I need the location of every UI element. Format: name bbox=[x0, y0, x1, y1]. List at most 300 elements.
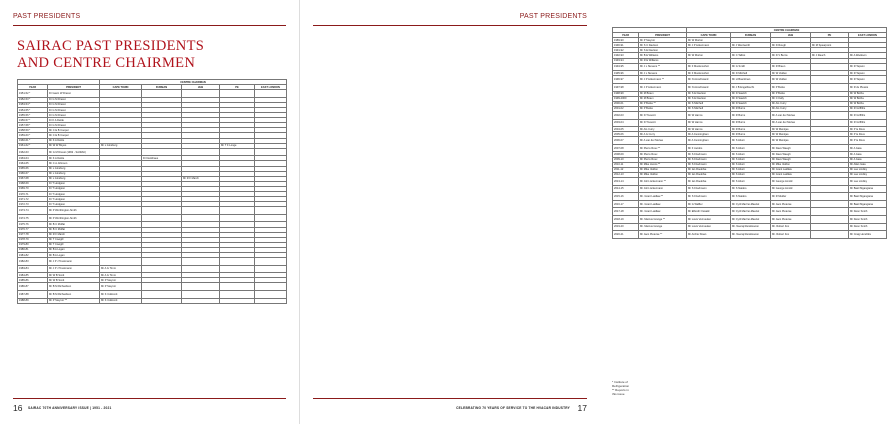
table-row bbox=[18, 283, 287, 291]
title-line-1: SAIRAC PAST PRESIDENTS bbox=[17, 38, 205, 54]
cell-president: Mr B M Richardson bbox=[48, 283, 100, 291]
cell-cape-town bbox=[100, 90, 142, 98]
cell-year: 1997-98 bbox=[613, 83, 639, 91]
cell-president: Mr W B Scott bbox=[48, 273, 100, 278]
cell-durban: Mr S Aburn bbox=[731, 157, 771, 162]
cell-east-london: Mr P le Roux bbox=[849, 127, 887, 132]
cell-jhb bbox=[182, 283, 220, 291]
cell-president: Mr K A Dettle bbox=[48, 138, 100, 143]
cell-president: Mr John Ackermann ** bbox=[639, 177, 687, 185]
cell-east-london: Mr Lee Lindley bbox=[849, 177, 887, 185]
cell-cape-town bbox=[100, 258, 142, 266]
cell-president: Mr J P J Toustmann bbox=[48, 258, 100, 266]
cell-year: 1968-69 bbox=[18, 181, 48, 186]
footnote-institute: * Institute of Refrigeration bbox=[612, 380, 630, 388]
cell-year: 1999-2000 bbox=[613, 96, 639, 101]
cell-jhb: Mr A van der Merwe bbox=[771, 111, 811, 119]
cell-year: 1982-83 bbox=[18, 258, 48, 266]
cell-jhb: Mr R Braun bbox=[771, 63, 811, 71]
cell-durban: Mr S Aburn bbox=[731, 152, 771, 157]
footer-text: CELEBRATING 70 YEARS OF SERVICE TO THE HVAC&R INDUSTRY bbox=[456, 406, 570, 410]
cell-east-london bbox=[255, 90, 287, 98]
cell-durban: Mr R Burns bbox=[731, 127, 771, 132]
cell-jhb: Mr C Kelly bbox=[771, 96, 811, 101]
cell-pe bbox=[811, 185, 849, 193]
cell-president: Dr G M Dresst bbox=[48, 107, 100, 112]
cell-durban bbox=[142, 265, 182, 273]
col-year: YEAR bbox=[18, 85, 48, 90]
cell-president: Dr G M Dresst bbox=[48, 113, 100, 118]
cell-president: Mr B C Moffat bbox=[48, 222, 100, 227]
cell-president: Mr B A Logan bbox=[48, 253, 100, 258]
cell-durban: Mr H Boardman bbox=[731, 76, 771, 84]
header-rule bbox=[313, 25, 587, 26]
cell-president: Mr D Truscott bbox=[639, 119, 687, 127]
cell-year: 2009-10 bbox=[613, 157, 639, 162]
cell-year: 1985-86 bbox=[18, 278, 48, 283]
table-row bbox=[18, 291, 287, 299]
cell-president: Mr Jaco Pieterse ** bbox=[639, 231, 687, 239]
cell-durban: Mr S Naidoo bbox=[731, 193, 771, 201]
cell-president: Mr Mike Veldon bbox=[639, 172, 687, 177]
cell-year: 1981-82 bbox=[18, 253, 48, 258]
cell-year: 1992-93 bbox=[613, 53, 639, 58]
cell-president: Mr P Burke ** bbox=[639, 101, 687, 106]
cell-durban: Mr D Sawich bbox=[731, 96, 771, 101]
cell-president: Mr R E Williams bbox=[639, 58, 687, 63]
cell-year: 2001-02 bbox=[613, 106, 639, 111]
table-row bbox=[613, 83, 887, 91]
cell-cape-town: Mr A Cunningham bbox=[687, 137, 731, 145]
cell-jhb bbox=[182, 90, 220, 98]
page-title bbox=[17, 38, 204, 72]
table-row bbox=[613, 215, 887, 223]
cell-president: Dr G M Dresst bbox=[48, 123, 100, 128]
cell-pe bbox=[811, 231, 849, 239]
cell-jhb bbox=[182, 214, 220, 222]
cell-president: Mr. Marcus Grange ** bbox=[639, 215, 687, 223]
cell-durban: Mr Cyril Mazzei-Mauriel bbox=[731, 208, 771, 216]
left-page bbox=[0, 0, 300, 424]
cell-president: Mr L Ginsburg bbox=[48, 176, 100, 181]
cell-pe bbox=[811, 76, 849, 84]
cell-durban: Mr R Burns bbox=[731, 111, 771, 119]
cell-year: 2003-04 bbox=[613, 119, 639, 127]
cell-cape-town: Mr S E Davison bbox=[687, 96, 731, 101]
cell-cape-town: Mr S Friedmann bbox=[687, 193, 731, 201]
cell-jhb: Mr W Meintjes bbox=[771, 127, 811, 132]
cell-jhb: Mr George Amold bbox=[771, 185, 811, 193]
section-header: PAST PRESIDENTS bbox=[13, 13, 81, 20]
cell-cape-town: Mr S Friedmann bbox=[687, 152, 731, 157]
cell-east-london: Mr A Gaia bbox=[849, 144, 887, 152]
cell-president: Mr M Braun bbox=[639, 91, 687, 96]
table-row bbox=[613, 76, 887, 84]
cell-durban bbox=[142, 291, 182, 299]
cell-durban: Mr S Aburn bbox=[731, 137, 771, 145]
cell-cape-town: Mr W Harms bbox=[687, 111, 731, 119]
cell-east-london: Mr W Botha bbox=[849, 91, 887, 96]
cell-president: Mr B C Moffat bbox=[48, 227, 100, 232]
cell-cape-town: Mr F Moolenschot bbox=[687, 71, 731, 76]
cell-cape-town: Mr L Ginsburg bbox=[100, 143, 142, 148]
cell-cape-town: Mr G Waffler bbox=[687, 200, 731, 208]
cell-pe bbox=[811, 177, 849, 185]
cell-pe: Mr T F Longe bbox=[220, 143, 255, 148]
cell-east-london: Mr Basil Mgangiana bbox=[849, 185, 887, 193]
cell-pe bbox=[811, 137, 849, 145]
cell-president: Mr G M Dresst (1962 - SAIRAC) bbox=[48, 148, 100, 156]
cell-president: Dr T Hodgson bbox=[48, 197, 100, 202]
cell-durban: Mr R Burns bbox=[731, 132, 771, 137]
table-body-left bbox=[18, 90, 287, 304]
cell-year: 1989-90 bbox=[613, 38, 639, 43]
cell-year: 1971-72 bbox=[18, 197, 48, 202]
cell-year: 2018-19 bbox=[613, 215, 639, 223]
cell-year: 1986-87 bbox=[18, 283, 48, 291]
cell-year: 2020-21 bbox=[613, 231, 639, 239]
cell-year: 1963-64 bbox=[18, 156, 48, 161]
cell-pe bbox=[220, 265, 255, 273]
cell-president: Mr R F Marsh bbox=[48, 232, 100, 237]
cell-president: Mr John Ackermann bbox=[639, 185, 687, 193]
cell-pe bbox=[811, 223, 849, 231]
cell-durban: Mr S Aburn bbox=[731, 172, 771, 177]
table-row bbox=[18, 265, 287, 273]
cell-president: Mr L Ginsburg bbox=[48, 166, 100, 171]
cell-year: 2017-18 bbox=[613, 208, 639, 216]
cell-president: Mr J P J Toustmann bbox=[48, 265, 100, 273]
footnote-reports: ** Reports in this issue bbox=[612, 388, 629, 396]
cell-durban: Dr Denkhaus bbox=[142, 156, 182, 161]
cell-durban bbox=[142, 90, 182, 98]
cell-president: Mr C A Johnson bbox=[48, 161, 100, 166]
cell-jhb: Mr Dave Waugh bbox=[771, 152, 811, 157]
cell-east-london bbox=[255, 298, 287, 303]
cell-east-london: Mr R du Plessis bbox=[849, 83, 887, 91]
cell-year: 1956-57 * bbox=[18, 118, 48, 123]
cell-jhb: Mr R F March bbox=[182, 176, 220, 181]
cell-east-london: Mr R Griffiths bbox=[849, 106, 887, 111]
cell-durban bbox=[142, 298, 182, 303]
cell-president: Mr W W Boyes bbox=[48, 143, 100, 148]
cell-east-london: Mr A Gaia bbox=[849, 157, 887, 162]
cell-east-london bbox=[255, 258, 287, 266]
cell-cape-town: Mr S Friedmann bbox=[687, 157, 731, 162]
cell-year: 2010-11 bbox=[613, 162, 639, 167]
cell-east-london: Mr A Gaia bbox=[849, 152, 887, 157]
cell-pe bbox=[220, 207, 255, 215]
cell-pe bbox=[811, 215, 849, 223]
table-row bbox=[613, 137, 887, 145]
cell-president: Dr T Hodgson bbox=[48, 181, 100, 186]
cell-jhb: Mr W Meintjes bbox=[771, 137, 811, 145]
cell-president: Mr Pierre Roux bbox=[639, 152, 687, 157]
cell-pe bbox=[811, 144, 849, 152]
cell-jhb: Mr D Rough bbox=[771, 43, 811, 48]
cell-durban bbox=[142, 283, 182, 291]
cell-year: 1987-88 bbox=[18, 291, 48, 299]
title-line-2: AND CENTRE CHAIRMEN bbox=[17, 55, 196, 71]
table-row bbox=[613, 144, 887, 152]
cell-president: Mr AG Curry bbox=[639, 127, 687, 132]
cell-year: 2013-14 bbox=[613, 177, 639, 185]
cell-cape-town: Mr P Steynor bbox=[100, 278, 142, 283]
cell-east-london: Mr Deon Smith bbox=[849, 223, 887, 231]
cell-jhb bbox=[182, 148, 220, 156]
cell-year: 1995-96 bbox=[613, 71, 639, 76]
cell-jhb: Mr Grant Laidlaw bbox=[771, 172, 811, 177]
cell-durban: Mr G Smith bbox=[731, 63, 771, 71]
cell-east-london: Mr R Tapson bbox=[849, 76, 887, 84]
cell-durban bbox=[142, 214, 182, 222]
col-cape-town: CAPE TOWN bbox=[100, 85, 142, 90]
cell-year: 2014-15 bbox=[613, 185, 639, 193]
cell-jhb bbox=[182, 207, 220, 215]
cell-durban: Mr J Wentworth bbox=[731, 43, 771, 48]
cell-president: Mr J L Stevens bbox=[639, 71, 687, 76]
cell-year: 1962-63 bbox=[18, 148, 48, 156]
cell-year: 2004-05 bbox=[613, 127, 639, 132]
cell-president: Mr P Steynor ** bbox=[48, 298, 100, 303]
cell-cape-town: Mr K Collocott bbox=[100, 291, 142, 299]
table-row bbox=[18, 214, 287, 222]
table-row bbox=[613, 119, 887, 127]
cell-president: Dr T Hodgson bbox=[48, 191, 100, 196]
cell-pe bbox=[811, 193, 849, 201]
cell-east-london: Mr Lee Lindley bbox=[849, 172, 887, 177]
cell-president: Mr B E Williams bbox=[639, 53, 687, 58]
footer-text: SAIRAC 70TH ANNIVERSARY ISSUE | 1951 - 2021 bbox=[28, 406, 112, 410]
cell-year: 2000-01 bbox=[613, 101, 639, 106]
cell-cape-town: Mr S Friedmann bbox=[687, 162, 731, 167]
cell-jhb: Mr Jaco Pieterse bbox=[771, 208, 811, 216]
cell-president: Mr K A Dettle bbox=[48, 156, 100, 161]
cell-east-london: Mr W Botha bbox=[849, 96, 887, 101]
cell-year: 1969-70 bbox=[18, 186, 48, 191]
cell-president: Mr. Marcus Grange bbox=[639, 223, 687, 231]
cell-jhb: Mr P Burke bbox=[771, 91, 811, 96]
cell-year: 2008-09 bbox=[613, 152, 639, 157]
cell-year: 1951-52 * bbox=[18, 90, 48, 98]
cell-president: Dr T Hodgson bbox=[48, 202, 100, 207]
cell-year: 1974-75 bbox=[18, 214, 48, 222]
cell-president: Mr. Grant Laidlaw bbox=[639, 208, 687, 216]
cell-east-london: Mr Deon Smith bbox=[849, 208, 887, 216]
table-row bbox=[613, 63, 887, 71]
cell-east-london: Mr R Griffiths bbox=[849, 119, 887, 127]
cell-jhb bbox=[182, 298, 220, 303]
cell-east-london: Mr Craig Hendriks bbox=[849, 231, 887, 239]
cell-cape-town: Mr F Moolenschot bbox=[687, 63, 731, 71]
cell-year: 2015-16 bbox=[613, 193, 639, 201]
cell-year: 1972-73 bbox=[18, 202, 48, 207]
cell-durban: Mr C Talbot bbox=[731, 53, 771, 58]
cell-pe bbox=[220, 90, 255, 98]
footer-rule bbox=[13, 398, 286, 399]
cell-president: Mr W B Scott bbox=[48, 278, 100, 283]
cell-durban: Mr S Aburn bbox=[731, 162, 771, 167]
cell-cape-town: Mr A Cunningham bbox=[687, 132, 731, 137]
cell-year: 1958-59 * bbox=[18, 128, 48, 133]
section-header: PAST PRESIDENTS bbox=[519, 13, 587, 20]
cell-year: 1979-80 bbox=[18, 242, 48, 247]
cell-jhb: Mr R Mulder bbox=[771, 193, 811, 201]
cell-president: Mr J L Stevens ** bbox=[639, 63, 687, 71]
cell-president: Mr Pierre Roux ** bbox=[639, 144, 687, 152]
cell-year: 1961-62 * bbox=[18, 143, 48, 148]
cell-cape-town: Mr S Mitchell bbox=[687, 101, 731, 106]
cell-year: 1976-77 bbox=[18, 227, 48, 232]
cell-durban bbox=[142, 258, 182, 266]
col-jhb: JHB bbox=[771, 33, 811, 38]
table-row bbox=[613, 208, 887, 216]
col-pe: PE bbox=[811, 33, 849, 38]
footer-rule bbox=[313, 398, 587, 399]
cell-jhb: Mr George Amold bbox=[771, 177, 811, 185]
cell-year: 2016-17 bbox=[613, 200, 639, 208]
cell-president: Mr J P Ackermann bbox=[639, 83, 687, 91]
cell-cape-town: Mr W Harms bbox=[687, 119, 731, 127]
cell-jhb: Mr Dave Waugh bbox=[771, 157, 811, 162]
col-president: PRESIDENT bbox=[48, 85, 100, 90]
cell-year: 2019-20 bbox=[613, 223, 639, 231]
cell-pe bbox=[811, 119, 849, 127]
right-page bbox=[300, 0, 877, 424]
cell-durban: Mr Cyril Mazzei-Mauriel bbox=[731, 215, 771, 223]
table-row bbox=[613, 193, 887, 201]
cell-year: 1965-66 bbox=[18, 166, 48, 171]
cell-year: 1952-53 * bbox=[18, 97, 48, 102]
cell-year: 1975-76 bbox=[18, 222, 48, 227]
cell-president: Mr. Grant Laidlaw bbox=[639, 200, 687, 208]
cell-cape-town: Mr P Steynor bbox=[100, 283, 142, 291]
cell-year: 1994-95 bbox=[613, 63, 639, 71]
table-body-right bbox=[613, 38, 887, 239]
cell-east-london: Mr Allan Gaia bbox=[849, 162, 887, 167]
cell-president: Mr C E B Cooper bbox=[48, 128, 100, 133]
col-east-london: EAST LONDON bbox=[849, 33, 887, 38]
table-row bbox=[18, 207, 287, 215]
cell-year: 2007-08 bbox=[613, 144, 639, 152]
cell-jhb bbox=[182, 265, 220, 273]
cell-president: Mr. Grant Laidlaw ** bbox=[639, 193, 687, 201]
cell-jhb: Mr Jaco Pieterse bbox=[771, 215, 811, 223]
cell-president: Mr S C Davison bbox=[639, 43, 687, 48]
cell-jhb: Mr. Robert Fox bbox=[771, 223, 811, 231]
cell-durban: Mr S Aburn bbox=[731, 177, 771, 185]
col-cape-town: CAPE TOWN bbox=[687, 33, 731, 38]
cell-president: Mr S E Davison bbox=[639, 48, 687, 53]
cell-year: 1957-58 * bbox=[18, 123, 48, 128]
cell-jhb: Mr W Velden bbox=[771, 76, 811, 84]
cell-pe: Mr J Rauch bbox=[811, 53, 849, 58]
cell-pe bbox=[220, 283, 255, 291]
cell-president: Mr C E B Cooper bbox=[48, 133, 100, 138]
cell-year: 1959-60 * bbox=[18, 133, 48, 138]
cell-jhb: Mr W Velden bbox=[771, 71, 811, 76]
cell-president: Mr P Steynor bbox=[639, 38, 687, 43]
cell-pe bbox=[811, 111, 849, 119]
cell-durban: Mr J B Engelbrecht bbox=[731, 83, 771, 91]
cell-jhb: Mr Mike Veldon bbox=[771, 162, 811, 167]
centre-chairman-header: CENTRE CHAIRMAN bbox=[687, 28, 887, 33]
cell-year: 1978-79 bbox=[18, 237, 48, 242]
cell-durban: Mr. Neeraj Ramkissoon bbox=[731, 231, 771, 239]
cell-president: Dr Gavin W Dresst bbox=[48, 90, 100, 98]
table-row bbox=[613, 185, 887, 193]
cell-jhb: Mr A van der Merwe bbox=[771, 119, 811, 127]
cell-year: 1973-74 bbox=[18, 207, 48, 215]
cell-cape-town: Mr W Morton bbox=[687, 38, 731, 43]
cell-year: 1966-67 bbox=[18, 171, 48, 176]
cell-president: Dr G M Dresst bbox=[48, 97, 100, 102]
cell-cape-town: Mr Elbreth Oswald bbox=[687, 208, 731, 216]
cell-east-london: Mr W Botha bbox=[849, 101, 887, 106]
cell-president: Mr P Worthington-Smith bbox=[48, 207, 100, 215]
cell-president: Mr L Ginsburg bbox=[48, 171, 100, 176]
cell-year: 2006-07 bbox=[613, 137, 639, 145]
cell-president: Dr K A Dettle bbox=[48, 118, 100, 123]
cell-year: 1955-56 * bbox=[18, 113, 48, 118]
cell-president: Mr B A Logan bbox=[48, 247, 100, 252]
cell-president: Mr Mike Veldon bbox=[639, 167, 687, 172]
cell-pe bbox=[220, 214, 255, 222]
centre-chairman-header: CENTRE CHAIRMAN bbox=[100, 80, 287, 85]
cell-pe bbox=[811, 63, 849, 71]
cell-president: Mr P Burke bbox=[639, 106, 687, 111]
cell-president: Mr A van der Merwe bbox=[639, 137, 687, 145]
cell-year: 1980-81 bbox=[18, 247, 48, 252]
cell-durban bbox=[142, 207, 182, 215]
cell-president: Mr T Cowgill bbox=[48, 242, 100, 247]
cell-east-london: Mr P le Roux bbox=[849, 137, 887, 145]
cell-east-london bbox=[255, 214, 287, 222]
cell-year: 1988-89 bbox=[18, 298, 48, 303]
cell-east-london bbox=[255, 291, 287, 299]
cell-pe: Mr M Spearpoint bbox=[811, 43, 849, 48]
cell-year: 1954-55 * bbox=[18, 107, 48, 112]
cell-jhb: Mr W Meintjes bbox=[771, 132, 811, 137]
cell-president: Mr T Cowgill bbox=[48, 237, 100, 242]
cell-cape-town: Mr N Amschwand bbox=[687, 83, 731, 91]
cell-cape-town: Mr N Amschwand bbox=[687, 76, 731, 84]
col-east-london: EAST LONDON bbox=[255, 85, 287, 90]
cell-cape-town: Mr Ian Roelofse bbox=[687, 167, 731, 172]
col-durban: DURBAN bbox=[142, 85, 182, 90]
cell-year: 2011-12 bbox=[613, 167, 639, 172]
footnotes bbox=[612, 380, 629, 396]
cell-east-london: Mr R Griffiths bbox=[849, 111, 887, 119]
cell-east-london: Mr Basil Mgangiana bbox=[849, 200, 887, 208]
presidents-table-right bbox=[612, 27, 887, 239]
cell-durban: Mr. Neeraj Ramkissoon bbox=[731, 223, 771, 231]
cell-cape-town: Mr F Jacobs bbox=[687, 144, 731, 152]
cell-east-london bbox=[255, 207, 287, 215]
cell-year: 1984-85 bbox=[18, 273, 48, 278]
cell-president: Mr D Truscott bbox=[639, 111, 687, 119]
table-row bbox=[613, 231, 887, 239]
cell-jhb: Mr AG Curry bbox=[771, 101, 811, 106]
table-row bbox=[613, 200, 887, 208]
cell-year: 1953-54 * bbox=[18, 102, 48, 107]
cell-pe bbox=[220, 298, 255, 303]
cell-year: 1960-61 * bbox=[18, 138, 48, 143]
cell-year: 1993-94 bbox=[613, 58, 639, 63]
cell-cape-town bbox=[100, 214, 142, 222]
cell-durban: Mr S Aburn bbox=[731, 167, 771, 172]
cell-president: Mr M Braun bbox=[639, 96, 687, 101]
